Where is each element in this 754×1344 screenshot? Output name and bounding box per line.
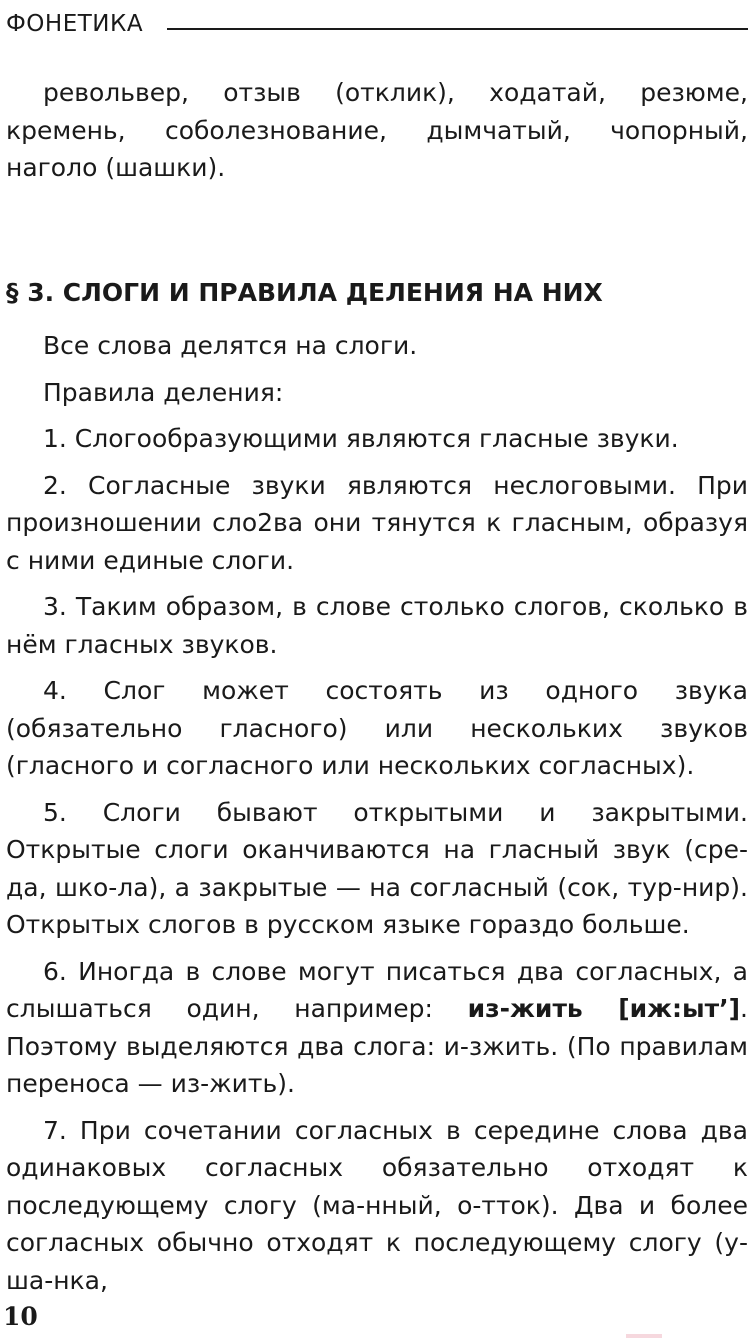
header-rule bbox=[167, 28, 748, 30]
rule-1: 1. Слогообразующими являются гласные звуки. bbox=[43, 424, 679, 453]
rule-4: 4. Слог может состоять из одного звука (обязательно гласного) или нескольких звуков (гласного и согласного или нескольких согласных). bbox=[6, 676, 748, 780]
section-heading: § 3. СЛОГИ И ПРАВИЛА ДЕЛЕНИЯ НА НИХ bbox=[6, 278, 603, 307]
rule-3: 3. Таким образом, в слове столько слогов, сколько в нём гласных звуков. bbox=[6, 592, 748, 659]
rule-5: 5. Слоги бывают открытыми и закрытыми. Открытые слоги оканчиваются на гласный звук (сре-да, шко-ла), а закрытые — на согласный (сок, тур-нир). Открытых слогов в русском языке гораздо больше. bbox=[6, 797, 748, 939]
rule-6-text-after: . Поэтому выделяются два слога: и-зжить. (По правилам переноса — из-жить). bbox=[6, 994, 748, 1098]
running-header bbox=[6, 2, 748, 36]
intro-text-block bbox=[6, 74, 748, 196]
header-section-title: ФОНЕТИКА bbox=[6, 11, 144, 37]
corner-mark bbox=[626, 1334, 662, 1338]
rules-label: Правила деления: bbox=[43, 377, 284, 407]
rule-7: 7. При сочетании согласных в середине слова два одинаковых согласных обязательно отходят к последующему слогу (ма-нный, о-тток). Два и более согласных обычно отходят к последующему слогу (у-ша-нка, bbox=[6, 1115, 748, 1295]
rule-2: 2. Согласные звуки являются неслоговыми. При произношении сло2ва они тянутся к гласным, образуя с ними единые слоги. bbox=[6, 470, 748, 575]
section-body bbox=[6, 327, 748, 1308]
lead-paragraph: Все слова делятся на слоги. bbox=[43, 331, 418, 360]
rule-6 bbox=[6, 953, 748, 1103]
intro-paragraph: револьвер, отзыв (отклик), ходатай, резюме, кремень, соболезнование, дымчатый, чопорный, наголо (шашки). bbox=[6, 78, 748, 182]
rule-6-example: из-жить [иж:ыт’] bbox=[467, 994, 741, 1023]
page-number: 10 bbox=[3, 1302, 38, 1331]
rule-6-text-before: 6. Иногда в слове могут писаться два согласных, а слышаться один, например: bbox=[6, 956, 748, 1023]
